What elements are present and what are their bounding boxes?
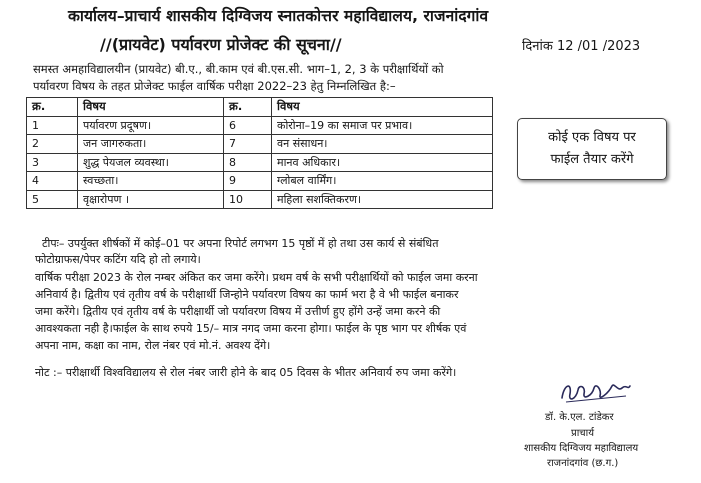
body-line-4: आवश्यकता नही है।फाईल के साथ रुपये 15/– मात्र नगद जमा करना होगा। फाईल के पृष्ठ भाग पर शीर्षक एवं	[35, 322, 467, 335]
intro-line-1: समस्त अमहाविद्यालयीन (प्रायवेट) बी.ए., बी.काम एवं बी.एस.सी. भाग–1, 2, 3 के परीक्षार्थियों को	[33, 62, 444, 76]
notice-date: दिनांक 12 /01 /2023	[522, 39, 641, 54]
col-header-number: क्र.	[27, 98, 78, 117]
signatory-name: डॉ. के.एल. टांडेकर	[545, 412, 614, 423]
tip-line-2: फोटोग्राफस/पेपर कटिंग यदि हो तो लगाये।	[35, 253, 201, 266]
body-line-5: अपना नाम, कक्षा का नाम, रोल नंबर एवं मो.नं. अवश्य देंगे।	[35, 339, 271, 352]
cell-subject: मानव अधिकार।	[272, 153, 493, 172]
col-header-subject: विषय	[78, 98, 224, 117]
cell-number: 2	[27, 135, 78, 154]
cell-number: 7	[224, 135, 272, 154]
cell-subject: वृक्षारोपण ।	[78, 190, 224, 209]
cell-number: 3	[27, 153, 78, 172]
cell-subject: शुद्ध पेयजल व्यवस्था।	[78, 153, 224, 172]
callout-line-1: कोई एक विषय पर	[548, 130, 636, 145]
subjects-table	[26, 97, 493, 209]
signature-icon	[556, 376, 636, 408]
cell-subject: ग्लोबल वार्मिंग।	[272, 172, 493, 191]
table-row	[27, 153, 493, 172]
col-header-number-2: क्र.	[224, 98, 272, 117]
cell-number: 8	[224, 153, 272, 172]
intro-line-2: पर्यावरण विषय के तहत प्रोजेक्ट फाईल वार्षिक परीक्षा 2022–23 हेतु निम्नलिखित है:–	[33, 79, 396, 93]
table-row	[27, 190, 493, 209]
callout-line-2: फाईल तैयार करेंगे	[550, 152, 634, 167]
body-line-3: जमा करेंगे। द्वितीय एवं तृतीय वर्ष के परीक्षार्थी जो पर्यावरण विषय में उत्तीर्ण हुए होंगे उन्हें जमा करने की	[35, 305, 441, 318]
cell-number: 9	[224, 172, 272, 191]
signatory-college: शासकीय दिग्विजय महाविद्यालय	[524, 443, 639, 454]
col-header-subject-2: विषय	[272, 98, 493, 117]
table-row	[27, 172, 493, 191]
office-header: कार्यालय–प्राचार्य शासकीय दिग्विजय स्नातकोत्तर महाविद्यालय, राजनांदगांव	[68, 7, 489, 25]
body-line-2: अनिवार्य है। द्वितीय एवं तृतीय वर्ष के परीक्षार्थी जिन्होने पर्यावरण विषय का फार्म भरा है वे भी फाईल बनाकर	[35, 288, 459, 301]
cell-number: 4	[27, 172, 78, 191]
table-header-row	[27, 98, 493, 117]
body-line-1: वार्षिक परीक्षा 2023 के रोल नम्बर अंकित कर जमा करेंगे। प्रथम वर्ष के सभी परीक्षार्थियों को फाईल जमा करना	[35, 271, 478, 284]
table-row	[27, 135, 493, 154]
table-row	[27, 116, 493, 135]
cell-subject: महिला सशक्तिकरण।	[272, 190, 493, 209]
cell-subject: स्वच्छता।	[78, 172, 224, 191]
cell-subject: वन संसाधन।	[272, 135, 493, 154]
cell-subject: जन जागरुकता।	[78, 135, 224, 154]
cell-number: 10	[224, 190, 272, 209]
cell-number: 6	[224, 116, 272, 135]
cell-number: 1	[27, 116, 78, 135]
callout-box	[517, 118, 667, 180]
signatory-designation: प्राचार्य	[571, 428, 595, 439]
notice-title: //(प्रायवेट) पर्यावरण प्रोजेक्ट की सूचना//	[100, 35, 342, 54]
tip-line-1: टीपः– उपर्युक्त शीर्षकों में कोई–01 पर अपना रिपोर्ट लगभग 15 पृष्ठों में हो तथा उस कार्य से संबंधित	[42, 237, 439, 250]
note-text: नोट :– परीक्षार्थी विश्वविद्यालय से रोल नंबर जारी होने के बाद 05 दिवस के भीतर अनिवार्य रुप जमा करेंगे।	[35, 366, 457, 379]
cell-subject: कोरोना–19 का समाज पर प्रभाव।	[272, 116, 493, 135]
signatory-city: राजनांदगांव (छ.ग.)	[547, 458, 619, 469]
cell-subject: पर्यावरण प्रदूषण।	[78, 116, 224, 135]
cell-number: 5	[27, 190, 78, 209]
